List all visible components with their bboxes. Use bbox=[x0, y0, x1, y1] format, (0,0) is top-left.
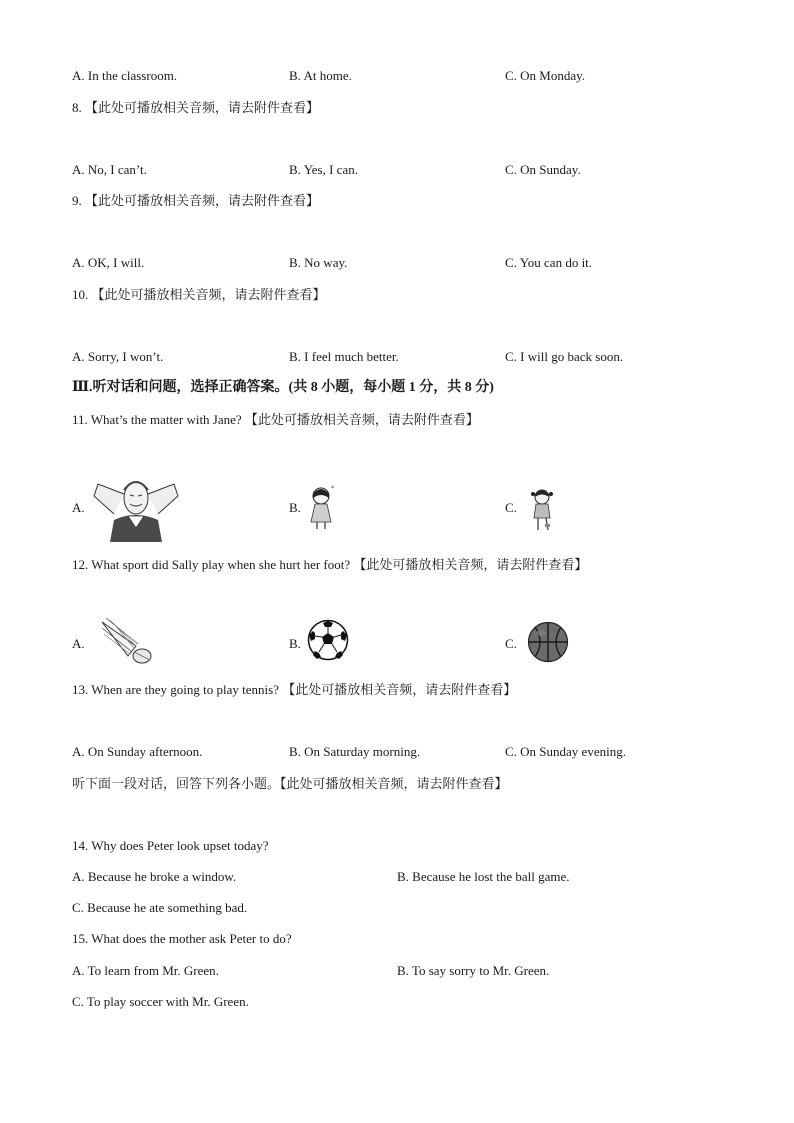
q10-option-c: C. I will go back soon. bbox=[505, 349, 624, 364]
q13-option-b: B. On Saturday morning. bbox=[289, 744, 421, 759]
headache-person-icon bbox=[90, 470, 182, 542]
q13-option-c: C. On Sunday evening. bbox=[505, 744, 626, 759]
q10-option-b: B. I feel much better. bbox=[289, 349, 399, 364]
basketball-icon bbox=[527, 621, 569, 663]
q11-prompt: 11. What’s the matter with Jane? 【此处可播放相关音频，请去附件查看】 bbox=[72, 412, 479, 427]
q13-option-a: A. On Sunday afternoon. bbox=[72, 744, 203, 759]
q14-option-c: C. Because he ate something bad. bbox=[72, 900, 248, 915]
soccer-ball-icon bbox=[307, 619, 349, 661]
q11-option-c-label: C. bbox=[505, 500, 517, 515]
q8-prompt: 8. 【此处可播放相关音频，请去附件查看】 bbox=[72, 100, 320, 115]
q14-prompt: 14. Why does Peter look upset today? bbox=[72, 838, 269, 853]
injured-girl-icon bbox=[526, 486, 558, 532]
q8-option-c: C. On Sunday. bbox=[505, 162, 581, 177]
q7-option-a: A. In the classroom. bbox=[72, 68, 178, 83]
q14-option-a: A. Because he broke a window. bbox=[72, 869, 237, 884]
q11-option-a-label: A. bbox=[72, 500, 85, 515]
q9-option-b: B. No way. bbox=[289, 255, 348, 270]
q12-option-a-label: A. bbox=[72, 636, 85, 651]
q10-option-a: A. Sorry, I won’t. bbox=[72, 349, 164, 364]
svg-text:*: * bbox=[331, 485, 334, 492]
q11-option-b-label: B. bbox=[289, 500, 301, 515]
q9-prompt: 9. 【此处可播放相关音频，请去附件查看】 bbox=[72, 193, 320, 208]
q8-option-a: A. No, I can’t. bbox=[72, 162, 147, 177]
q13-prompt: 13. When are they going to play tennis? 【此处可播放相关音频，请去附件查看】 bbox=[72, 682, 517, 697]
q12-option-c-label: C. bbox=[505, 636, 517, 651]
q12-prompt: 12. What sport did Sally play when she hurt her foot? 【此处可播放相关音频，请去附件查看】 bbox=[72, 557, 588, 572]
q12-option-b-label: B. bbox=[289, 636, 301, 651]
dialog-intro: 听下面一段对话，回答下列各小题。【此处可播放相关音频，请去附件查看】 bbox=[72, 776, 508, 791]
q15-prompt: 15. What does the mother ask Peter to do? bbox=[72, 931, 292, 946]
q10-prompt: 10. 【此处可播放相关音频，请去附件查看】 bbox=[72, 287, 326, 302]
sick-girl-icon bbox=[307, 484, 337, 530]
q14-option-b: B. Because he lost the ball game. bbox=[397, 869, 570, 884]
q15-option-b: B. To say sorry to Mr. Green. bbox=[397, 963, 550, 978]
q8-option-b: B. Yes, I can. bbox=[289, 162, 358, 177]
q7-option-c: C. On Monday. bbox=[505, 68, 586, 83]
q9-option-c: C. You can do it. bbox=[505, 255, 593, 270]
q15-option-c: C. To play soccer with Mr. Green. bbox=[72, 994, 249, 1009]
q15-option-a: A. To learn from Mr. Green. bbox=[72, 963, 219, 978]
q7-option-b: B. At home. bbox=[289, 68, 352, 83]
shuttlecock-icon bbox=[98, 616, 156, 666]
section-3-title: Ⅲ.听对话和问题，选择正确答案。(共 8 小题，每小题 1 分，共 8 分) bbox=[72, 380, 494, 395]
q9-option-a: A. OK, I will. bbox=[72, 255, 145, 270]
